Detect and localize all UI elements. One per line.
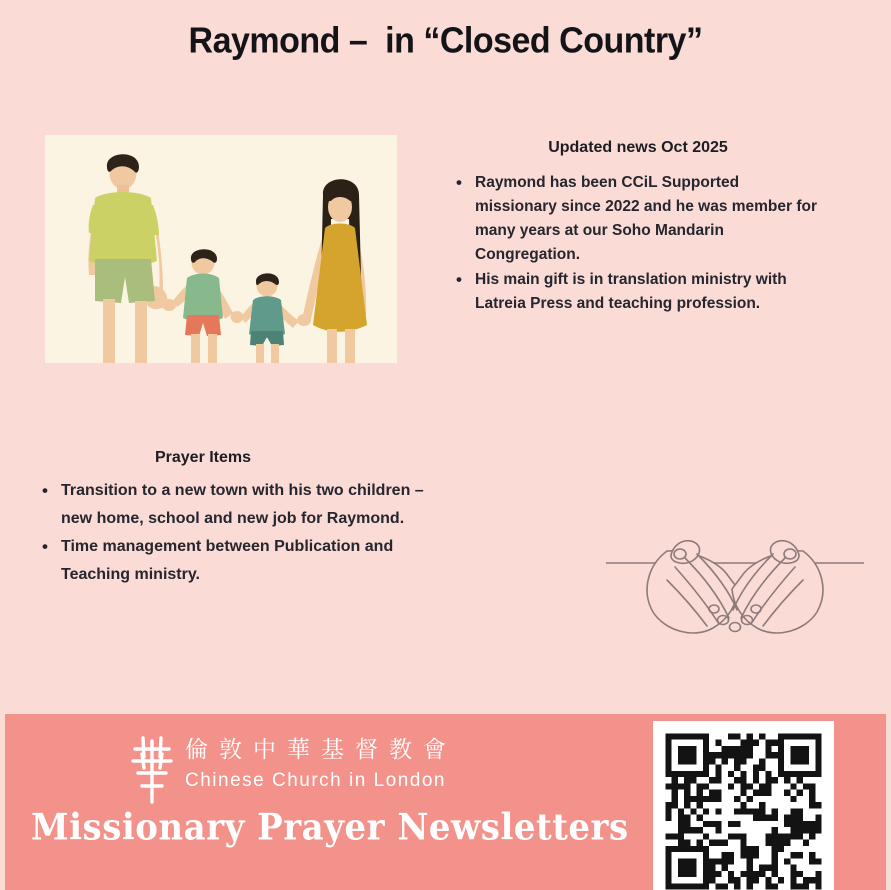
- family-illustration: [45, 135, 397, 363]
- news-item: • Raymond has been CCiL Supported missionary since 2022 and he was member for many years at our Soho Mandarin Congregation.: [452, 171, 824, 267]
- church-logo-icon: [131, 734, 173, 806]
- prayer-item: • Transition to a new town with his two children – new home, school and new job for Raymond.: [38, 477, 438, 532]
- praying-hands-illustration: [606, 525, 864, 655]
- family-photo: [45, 135, 397, 363]
- news-heading: Updated news Oct 2025: [548, 139, 728, 156]
- prayer-list: [38, 477, 438, 588]
- church-name-chinese: 倫敦中華基督教會: [185, 737, 457, 763]
- prayer-item: • Time management between Publication and Teaching ministry.: [38, 533, 438, 588]
- church-name: [185, 734, 457, 794]
- footer-banner: [5, 714, 886, 890]
- news-list: [452, 171, 824, 316]
- updated-news-section: [452, 139, 824, 317]
- church-logo-block: [131, 734, 457, 806]
- church-name-english: Chinese Church in London: [185, 770, 446, 791]
- news-item: • His main gift is in translation ministry with Latreia Press and teaching profession.: [452, 268, 824, 316]
- prayer-heading: Prayer Items: [154, 449, 252, 466]
- prayer-items-section: [38, 449, 438, 589]
- page-title: Raymond – in “Closed Country”: [188, 21, 703, 61]
- qr-code: [653, 721, 834, 890]
- banner-title: Missionary Prayer Newsletters: [31, 806, 629, 850]
